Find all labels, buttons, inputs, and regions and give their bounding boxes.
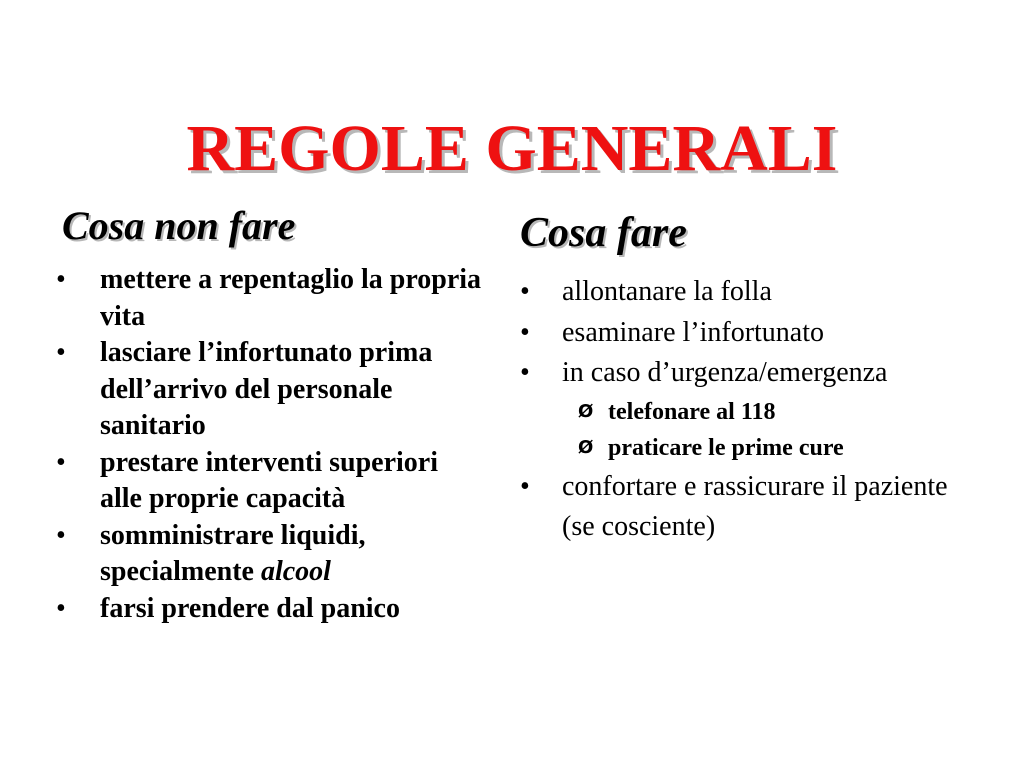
list-item-text	[100, 520, 366, 588]
list-item	[520, 353, 960, 467]
bullet-icon: •	[56, 519, 66, 551]
list-item-text: prestare interventi superiori alle proprie capacità	[100, 446, 439, 514]
list-item-text: confortare e rassicurare il paziente (se cosciente)	[562, 470, 948, 542]
list-item-text: in caso d’urgenza/emergenza	[562, 357, 888, 388]
do-list	[520, 272, 960, 548]
list-item-emphasis: alcool	[260, 556, 331, 587]
bullet-icon: •	[56, 592, 66, 624]
do-not-column	[56, 203, 482, 627]
bullet-icon: •	[56, 264, 66, 295]
emergency-sublist	[562, 394, 960, 467]
list-item	[520, 272, 960, 313]
do-not-list	[56, 262, 482, 627]
sub-list-item-text: telefonare al 118	[608, 398, 776, 425]
list-item-text: esaminare l’infortunato	[562, 316, 825, 348]
bullet-icon: •	[56, 337, 66, 368]
list-item	[56, 262, 482, 335]
arrow-right-icon: Ø	[578, 437, 594, 458]
do-heading: Cosa fare	[520, 210, 687, 256]
sub-list-item	[578, 430, 960, 467]
bullet-icon: •	[56, 446, 66, 478]
list-item	[56, 518, 482, 591]
list-item	[56, 591, 482, 628]
do-column	[520, 212, 960, 548]
bullet-icon: •	[520, 357, 530, 388]
list-item	[520, 467, 960, 548]
bullet-icon: •	[520, 470, 530, 502]
list-item-text: lasciare l’infortunato prima dell’arrivo del personale sanitario	[100, 337, 433, 441]
slide-title: REGOLE GENERALI	[186, 112, 838, 186]
do-not-heading: Cosa non fare	[62, 203, 296, 248]
sub-list-item-text: praticare le prime cure	[608, 435, 844, 461]
list-item	[56, 445, 482, 518]
list-item	[56, 335, 482, 445]
list-item-text-main: somministrare liquidi, specialmente	[100, 519, 366, 587]
list-item-text: farsi prendere dal panico	[100, 592, 400, 624]
list-item	[520, 313, 960, 354]
arrow-right-icon: Ø	[578, 400, 594, 422]
list-item-text: mettere a repentaglio la propria vita	[100, 264, 482, 332]
bullet-icon: •	[520, 316, 530, 348]
list-item-text: allontanare la folla	[562, 276, 772, 307]
bullet-icon: •	[520, 276, 530, 307]
sub-list-item	[578, 394, 960, 431]
